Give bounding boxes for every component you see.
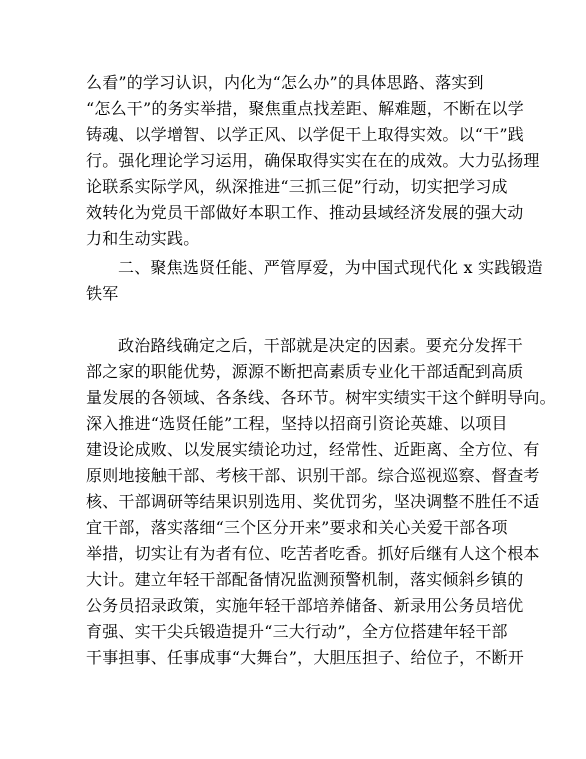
text-line: 么看”的学习认识，内化为“怎么办”的具体思路、落实到 [86,73,484,92]
text-line: 原则地接触干部、考核干部、识别干部。综合巡视巡察、督查考 [86,466,540,485]
text-line: 举措，切实让有为者有位、吃苦者吃香。抓好后继有人这个根本 [86,544,540,563]
text-line: 公务员招录政策，实施年轻干部培养储备、新录用公务员培优 [86,596,524,615]
text-line: 干事担事、任事成事“大舞台”，大胆压担子、给位子，不断开 [86,648,524,667]
text-line: 宜干部，落实落细“三个区分开来”要求和关心关爱干部各项 [86,518,508,537]
heading-line: 二、聚焦选贤任能、严管厚爱，为中国式现代化 x 实践锻造 [118,258,543,277]
text-line: 力和生动实践。 [86,229,200,248]
section-heading [86,255,543,307]
text-line: 效转化为党员干部做好本职工作、推动县域经济发展的强大动 [86,203,524,222]
text-line: 行。强化理论学习运用，确保取得实实在在的成效。大力弘扬理 [86,151,540,170]
text-line: 建设论成败、以发展实绩论功过，经常性、近距离、全方位、有 [86,440,540,459]
text-line: 深入推进“选贤任能”工程，坚持以招商引资论英雄、以项目 [86,414,508,433]
text-line: 核、干部调研等结果识别选用、奖优罚劣，坚决调整不胜任不适 [86,492,540,511]
text-line: 论联系实际学风，纵深推进“三抓三促”行动，切实把学习成 [86,177,508,196]
text-line: 育强、实干尖兵锻造提升“三大行动”，全方位搭建年轻干部 [86,622,508,641]
heading-line: 铁军 [86,284,119,303]
text-line: 量发展的各领域、各条线、各环节。树牢实绩实干这个鲜明导向。 [86,388,556,407]
text-line: 部之家的职能优势，源源不断把高素质专业化干部适配到高质 [86,362,524,381]
text-line: “怎么干”的务实举措，聚焦重点找差距、解难题，不断在以学 [86,99,524,118]
text-line: 政治路线确定之后，干部就是决定的因素。要充分发挥干 [118,336,524,355]
intro-paragraph [86,70,540,252]
text-line: 铸魂、以学增智、以学正风、以学促干上取得实效。以“干”践 [86,125,524,144]
main-paragraph [86,333,556,671]
text-line: 大计。建立年轻干部配备情况监测预警机制，落实倾斜乡镇的 [86,570,524,589]
